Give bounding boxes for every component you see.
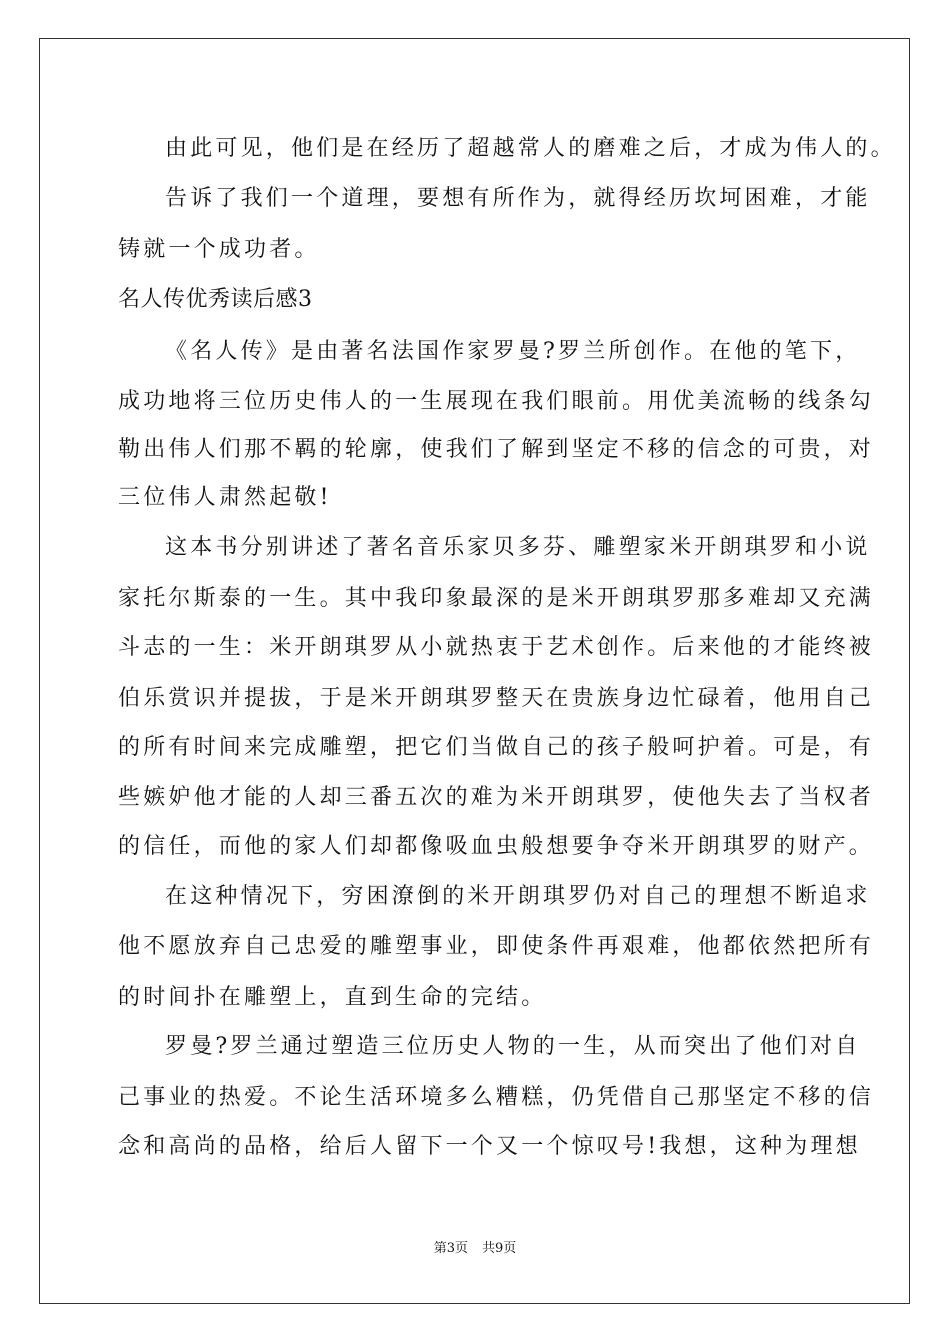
text-line: 由此可见，他们是在经历了超越常人的磨难之后，才成为伟人的。 <box>165 136 896 161</box>
text-line: 家托尔斯泰的一生。其中我印象最深的是米开朗琪罗那多难却又充满 <box>118 586 875 611</box>
section-heading: 名人传优秀读后感3 <box>118 287 313 312</box>
text-line: 己事业的热爱。不论生活环境多么糟糕，仍凭借自己那坚定不移的信 <box>118 1085 875 1110</box>
text-line: 他不愿放弃自己忠爱的雕塑事业，即使条件再艰难，他都依然把所有 <box>118 934 875 959</box>
text-line: 铸就一个成功者。 <box>118 237 320 262</box>
text-line: 的所有时间来完成雕塑，把它们当做自己的孩子般呵护着。可是，有 <box>118 735 875 760</box>
page-border <box>39 38 910 1304</box>
text-line: 告诉了我们一个道理，要想有所作为，就得经历坎坷困难，才能 <box>165 186 871 211</box>
text-line: 这本书分别讲述了著名音乐家贝多芬、雕塑家米开朗琪罗和小说 <box>165 535 871 560</box>
text-line: 勒出伟人们那不羁的轮廓，使我们了解到坚定不移的信念的可贵，对 <box>118 437 875 462</box>
page-footer <box>0 1240 950 1258</box>
text-line: 成功地将三位历史伟人的一生展现在我们眼前。用优美流畅的线条勾 <box>118 389 875 414</box>
text-line: 的时间扑在雕塑上，直到生命的完结。 <box>118 985 547 1010</box>
text-line: 斗志的一生：米开朗琪罗从小就热衷于艺术创作。后来他的才能终被 <box>118 635 875 660</box>
page-total: 共9页 <box>482 1241 517 1256</box>
text-line: 罗曼?罗兰通过塑造三位历史人物的一生，从而突出了他们对自 <box>165 1034 861 1059</box>
text-line: 的信任，而他的家人们却都像吸血虫般想要争夺米开朗琪罗的财产。 <box>118 834 875 859</box>
page-number: 第3页 <box>433 1241 468 1256</box>
text-line: 《名人传》是由著名法国作家罗曼?罗兰所创作。在他的笔下， <box>165 339 861 364</box>
text-line: 些嫉妒他才能的人却三番五次的难为米开朗琪罗，使他失去了当权者 <box>118 785 875 810</box>
text-line: 三位伟人肃然起敬! <box>118 485 332 510</box>
text-line: 伯乐赏识并提拔，于是米开朗琪罗整天在贵族身边忙碌着，他用自己 <box>118 686 875 711</box>
text-line: 在这种情况下，穷困潦倒的米开朗琪罗仍对自己的理想不断追求 <box>165 884 871 909</box>
text-line: 念和高尚的品格，给后人留下一个又一个惊叹号!我想，这种为理想 <box>118 1134 861 1159</box>
